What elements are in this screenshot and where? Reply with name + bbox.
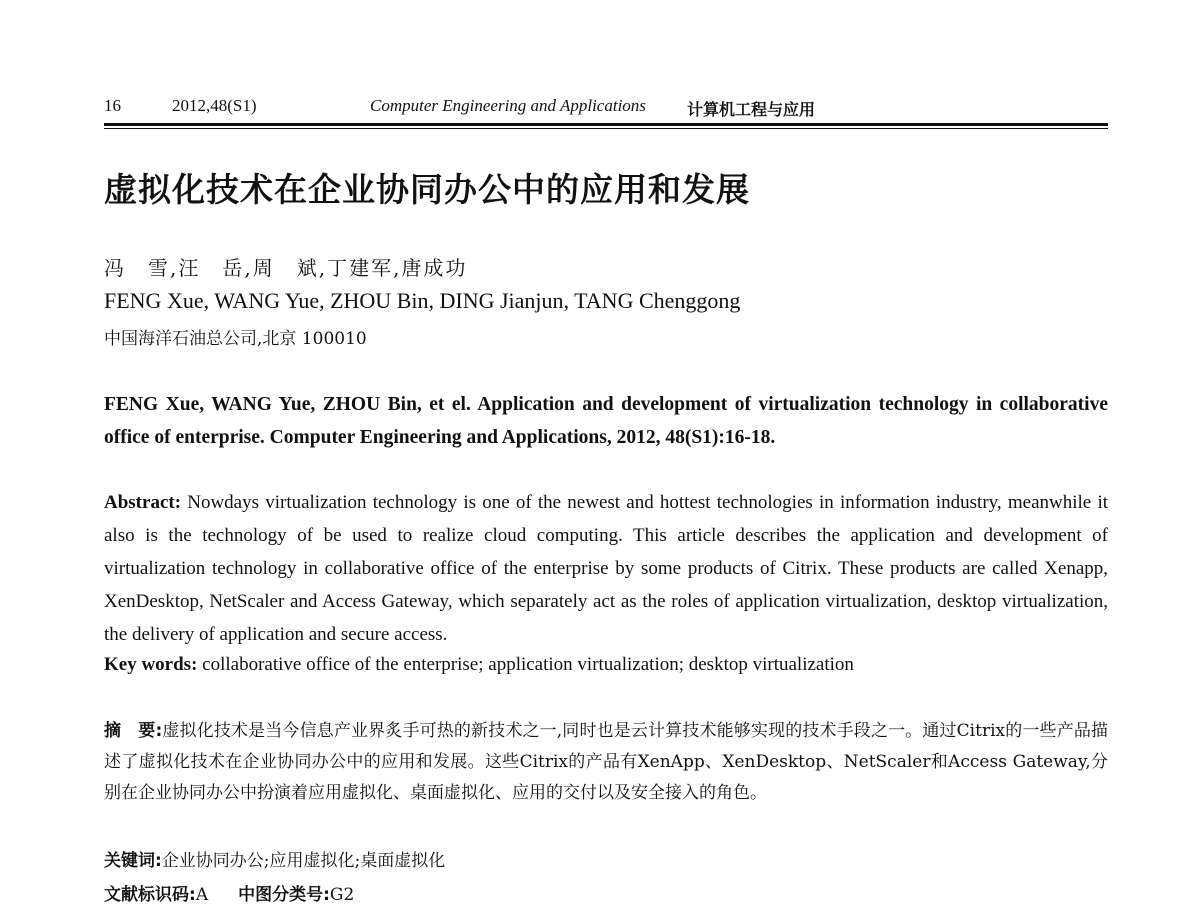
abstract-cn-label: 摘 要: [104, 721, 163, 741]
running-header [104, 96, 1108, 122]
abstract-en [104, 486, 1108, 651]
classification-line [104, 880, 354, 905]
keywords-cn-label: 关键词: [104, 851, 162, 871]
journal-name-en: Computer Engineering and Applications [370, 96, 646, 115]
header-rule-thick [104, 123, 1108, 126]
citation-line: FENG Xue, WANG Yue, ZHOU Bin, et el. Application and development of virtualization technology in collaborative office of enterprise. Computer Engineering and Applications, 2012, 48(S1):16-18. [104, 394, 1108, 448]
abstract-cn-text: 虚拟化技术是当今信息产业界炙手可热的新技术之一,同时也是云计算技术能够实现的技术手段之一。通过Citrix的一些产品描述了虚拟化技术在企业协同办公中的应用和发展。这些Citrix的产品有XenApp、XenDesktop、NetScaler和Access Gateway,分别在企业协同办公中扮演着应用虚拟化、桌面虚拟化、应用的交付以及安全接入的角色。 [104, 721, 1108, 803]
authors-en: FENG Xue, WANG Yue, ZHOU Bin, DING Jianjun, TANG Chenggong [104, 288, 741, 313]
affiliation: 中国海洋石油总公司,北京 100010 [104, 329, 367, 349]
page-number: 16 [104, 96, 121, 115]
article-title: 虚拟化技术在企业协同办公中的应用和发展 [104, 170, 750, 209]
keywords-en-label: Key words: [104, 654, 198, 675]
doc-code: A [195, 885, 209, 905]
volume-issue: 2012,48(S1) [172, 96, 257, 115]
abstract-en-label: Abstract: [104, 492, 182, 513]
abstract-en-text: Nowdays virtualization technology is one of the newest and hottest technologies in information industry, meanwhile it also is the technology of be used to realize cloud computing. This article describes the application and development of virtualization technology in collaborative office of the enterprise by some products of Citrix. These products are called Xenapp, XenDesktop, NetScaler and Access Gateway, which separately act as the roles of application virtualization, desktop virtualization, the delivery of application and secure access. [104, 492, 1108, 645]
keywords-cn [104, 846, 445, 871]
keywords-cn-text: 企业协同办公;应用虚拟化;桌面虚拟化 [161, 851, 446, 871]
header-rule-thin [104, 128, 1108, 129]
doc-code-label: 文献标识码: [104, 885, 196, 905]
authors-cn: 冯 雪,汪 岳,周 斌,丁建军,唐成功 [104, 256, 468, 280]
keywords-en-text: collaborative office of the enterprise; application virtualization; desktop virtualization [202, 654, 854, 675]
class-code-label: 中图分类号: [238, 885, 330, 905]
paper-page [104, 0, 1108, 914]
keywords-en [104, 651, 1108, 679]
class-code: G2 [329, 885, 355, 905]
journal-name-cn: 计算机工程与应用 [687, 100, 816, 119]
abstract-cn [104, 716, 1108, 809]
